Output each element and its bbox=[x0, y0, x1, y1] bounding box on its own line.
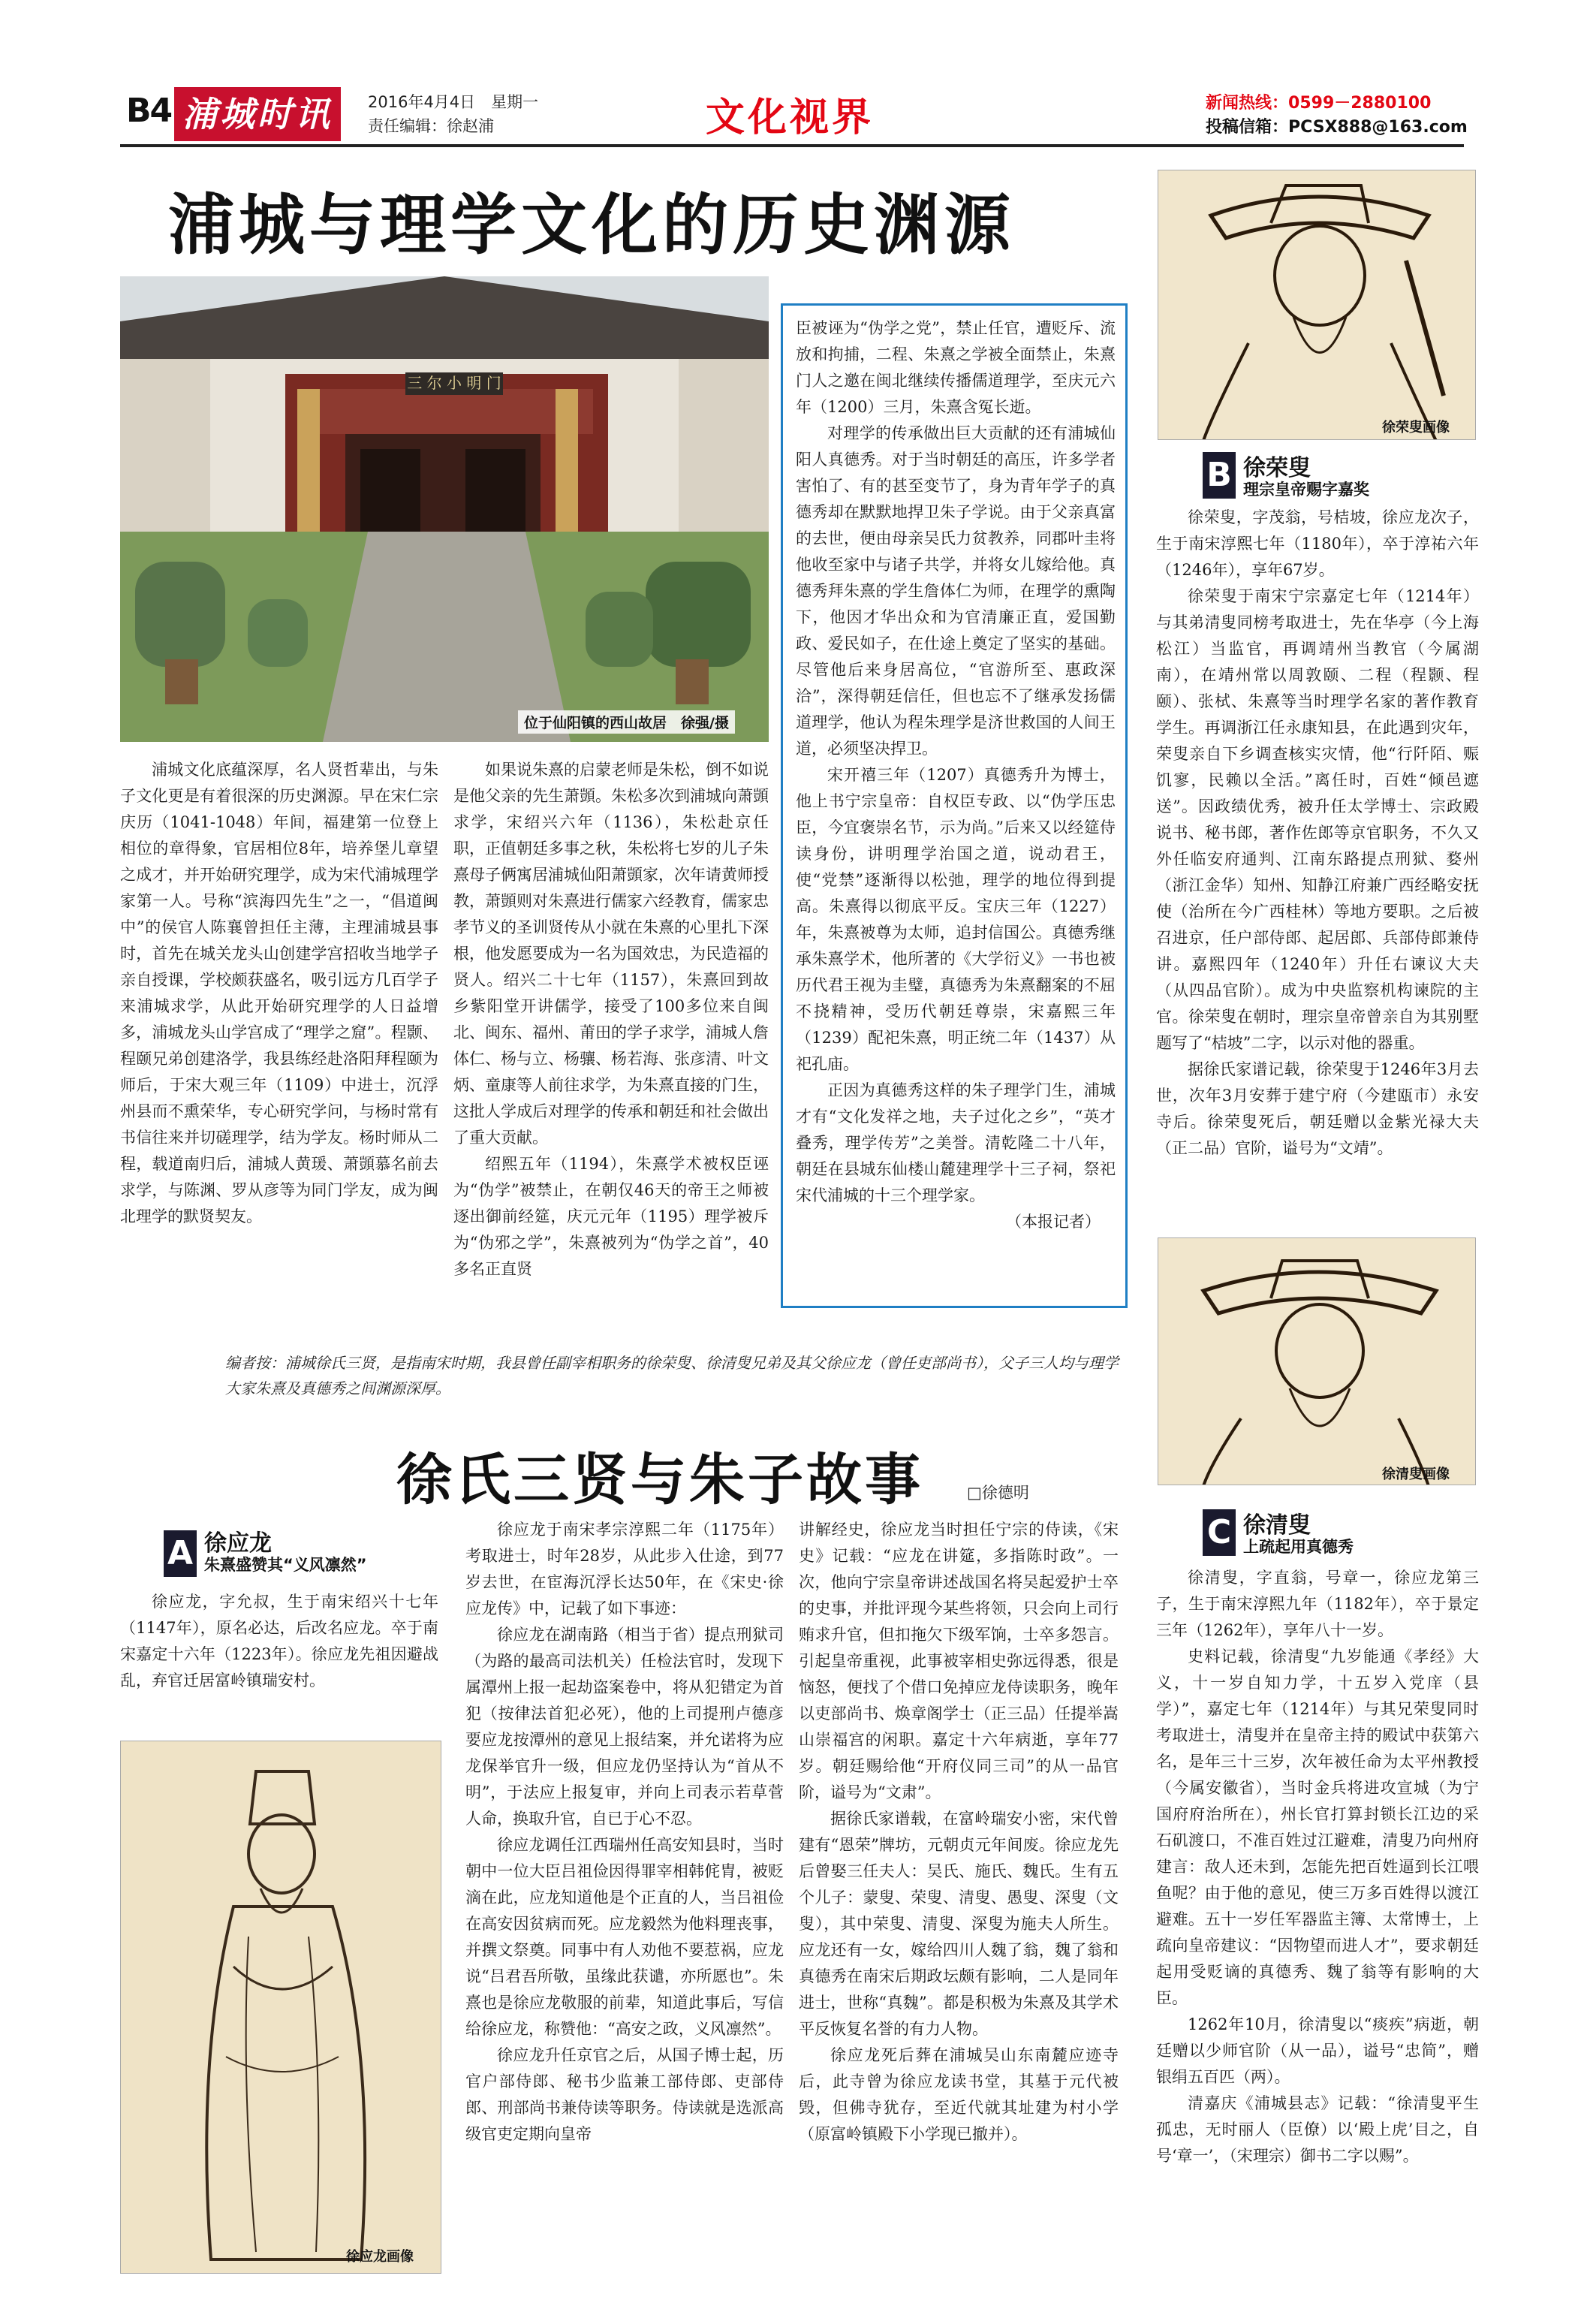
qingsou-subtitle: 上疏起用真德秀 bbox=[1243, 1538, 1354, 1556]
hotline-label: 新闻热线： bbox=[1206, 94, 1289, 113]
article2-headline: 徐氏三贤与朱子故事 bbox=[396, 1448, 923, 1512]
yinglong-portrait bbox=[120, 1741, 441, 2274]
article2-col3-para: 徐应龙死后葬在浦城吴山东南麓应迹寺后，此寺曾为徐应龙读书堂，其墓于元代被毁，但佛寺犹存，至近代就其址建为村小学（原富岭镇殿下小学现已撤并）。 bbox=[799, 2046, 1119, 2143]
qingsou-para: 1262年10月，徐清叟以“痰疾”病逝，朝廷赠以少师官阶（从一品），谥号“忠简”，赠银绢五百匹（两）。 bbox=[1156, 2015, 1479, 2086]
rongsou-text bbox=[1156, 505, 1479, 1162]
article1-col3-para: 宋开禧三年（1207）真德秀升为博士，他上书宁宗皇帝：自权臣专政、以“伪学压忠臣，今宜褒崇名节，示为尚。”后来又以经筵侍读身份，讲明理学治国之道，说动君王，使“党禁”逐渐得以松弛，理学的地位得到提高。朱熹得以彻底平反。宝庆三年（1227）年，朱熹被尊为太师，追封信国公。真德秀继承朱熹学术，他所著的《大学衍义》一书也被历代君王视为圭璧，真德秀为朱熹翻案的不屈不挠精神，受历代朝廷尊崇，宋嘉熙三年（1239）配祀朱熹，明正统二年（1437）从祀孔庙。 bbox=[796, 766, 1116, 1073]
article2-col2-para: 徐应龙在湖南路（相当于省）提点刑狱司（为路的最高司法机关）任检法官时，发现下属潭州上报一起劫盗案卷中，将从犯错定为首犯（按律法首犯必死），他的上司提刑卢德彦要应龙按潭州的意见上报结案，并允诺将为应龙保举官升一级，但应龙仍坚持认为“首从不明”，于法应上报复审，并向上司表示若草菅人命，换取升官，自已于心不忍。 bbox=[465, 1626, 784, 1828]
article1-headline: 浦城与理学文化的历史渊源 bbox=[168, 186, 1016, 264]
qingsou-para: 史料记载，徐清叟“九岁能通《孝经》大义，十一岁自知力学，十五岁入党庠（县学）”，嘉定七年（1214年）与其兄荣叟同时考取进士，清叟并在皇帝主持的殿试中获第六名，是年三十三岁，次年被任命为太平州教授（今属安徽省），当时金兵将进攻宣城（为宁国府府治所在），州长官打算封锁长江边的采石矶渡口，不准百姓过江避难，清叟乃向州府建言：敌人还未到，怎能先把百姓逼到长江喂鱼呢？由于他的意见，使三万多百姓得以渡江避难。五十一岁任军器监主簿、太常博士，上疏向皇帝建议：“因物望而进人才”，要求朝廷起用受贬谪的真德秀、魏了翁等有影响的大臣。 bbox=[1156, 1647, 1479, 2007]
dropcap-a: A bbox=[164, 1530, 197, 1577]
qingsou-portrait-caption: 徐清叟画像 bbox=[1382, 1466, 1450, 1482]
rongsou-name: 徐荣叟 bbox=[1243, 455, 1311, 481]
rongsou-subtitle: 理宗皇帝赐字嘉奖 bbox=[1243, 481, 1369, 499]
yinglong-subtitle: 朱熹盛赞其“义风凛然” bbox=[204, 1556, 367, 1574]
article1-col3 bbox=[796, 315, 1116, 1235]
rongsou-portrait bbox=[1158, 170, 1476, 440]
yinglong-portrait-caption: 徐应龙画像 bbox=[346, 2249, 414, 2265]
qingsou-text bbox=[1156, 1565, 1479, 2169]
article1-byline: （本报记者） bbox=[1006, 1213, 1101, 1231]
courtyard-illustration bbox=[120, 276, 769, 742]
page-number: B4 bbox=[126, 92, 172, 130]
article2-col2-para: 徐应龙调任江西瑞州任高安知县时，当时朝中一位大臣吕祖俭因得罪宰相韩侂胄，被贬滴在此，应龙知道他是个正直的人，当吕祖俭在高安因贫病而死。应龙毅然为他料理丧事，并撰文祭奠。同事中有人劝他不要惹祸，应龙说“吕君吾所敬，虽缘此获谴，亦所愿也”。朱熹也是徐应龙敬服的前辈，知道此事后，写信给徐应龙，称赞他：“高安之政，义风凛然”。 bbox=[465, 1836, 784, 2038]
issue-date: 2016年4月4日 星期一 bbox=[368, 93, 539, 111]
article1-col3-para: 对理学的传承做出巨大贡献的还有浦城仙阳人真德秀。对于当时朝廷的高压，许多学者害怕了、有的甚至变节了，身为青年学子的真德秀却在默默地捍卫朱子学说。由于父亲真富的去世，便由母亲吴氏力贫教养，同郡叶圭将他收至家中与诸子共学，并将女儿嫁给他。真德秀拜朱熹的学生詹体仁为师，在理学的熏陶下，他因才华出众和为官清廉正直，爱国勤政、爱民如子，在仕途上奠定了坚实的基础。尽管他后来身居高位，“官游所至、惠政深洽”，深得朝廷信任，但也忘不了继承发扬儒道理学，他认为程朱理学是济世救国的人间王道，必须坚决捍卫。 bbox=[796, 424, 1116, 758]
masthead-logo: 浦城时讯 bbox=[174, 87, 341, 141]
rongsou-para: 徐荣叟，字茂翁，号桔坡，徐应龙次子，生于南宋淳熙七年（1180年），卒于淳祐六年（1246年），享年67岁。 bbox=[1156, 508, 1479, 579]
house-signboard: 三 尔 小 明 门 bbox=[407, 374, 501, 392]
rongsou-para: 据徐氏家谱记载，徐荣叟于1246年3月去世，次年3月安葬于建宁府（今建瓯市）永安寺后。徐荣叟死后，朝廷赠以金紫光禄大夫（正二品）官阶，谥号为“文靖”。 bbox=[1156, 1060, 1479, 1157]
rongsou-figure-illustration bbox=[1158, 170, 1476, 440]
editor-note: 编者按：浦城徐氏三贤，是指南宋时期，我县曾任副宰相职务的徐荣叟、徐清叟兄弟及其父徐应龙（曾任吏部尚书），父子三人均与理学大家朱熹及真德秀之间渊源深厚。 bbox=[225, 1354, 1119, 1397]
article1-col3-para: 臣被诬为“伪学之党”，禁止任官，遭贬斥、流放和拘捕，二程、朱熹之学被全面禁止，朱熹门人之邀在闽北继续传播儒道理学，至庆元六年（1200）三月，朱熹含冤长逝。 bbox=[796, 319, 1116, 416]
yinglong-name: 徐应龙 bbox=[204, 1530, 272, 1557]
qingsou-para: 清嘉庆《浦城县志》记载：“徐清叟平生孤忠，无时丽人（臣僚）以‘殿上虎’目之，自号‘章一’，（宋理宗）御书二字以赐”。 bbox=[1156, 2094, 1479, 2165]
article1-col2-para: 绍熙五年（1194），朱熹学术被权臣诬为“伪学”被禁止，在朝仅46天的帝王之师被逐出御前经筵，庆元元年（1195）理学被斥为“伪邪之学”，朱熹被列为“伪学之首”，40多名正直贤 bbox=[453, 1155, 769, 1278]
article2-col3-para: 据徐氏家谱载，在富岭瑞安小密，宋代曾建有“恩荣”牌坊，元朝贞元年间废。徐应龙先后曾娶三任夫人：吴氏、施氏、魏氏。生有五个儿子：蒙叟、荣叟、清叟、愚叟、深叟（文叟），其中荣叟、清叟、深叟为施夫人所生。应龙还有一女，嫁给四川人魏了翁，魏了翁和真德秀在南宋后期政坛颇有影响，二人是同年进士，世称“真魏”。都是积极为朱熹及其学术平反恢复名誉的有力人物。 bbox=[799, 1810, 1119, 2038]
section-title: 文化视界 bbox=[706, 95, 875, 140]
submission-email bbox=[1206, 114, 1468, 137]
yinglong-intro-para: 徐应龙，字允叔，生于南宋绍兴十七年（1147年），原名必达，后改名应龙。卒于南宋嘉定十六年（1223年）。徐应龙先祖因避战乱，弃官迁居富岭镇瑞安村。 bbox=[120, 1593, 438, 1690]
qingsou-portrait bbox=[1158, 1237, 1476, 1485]
rongsou-para: 徐荣叟于南宋宁宗嘉定七年（1214年）与其弟清叟同榜考取进士，先在华亭（今上海松江）当监官，再调靖州当教官（今属湖南），在靖州常以周敦颐、二程（程颢、程颐）、张栻、朱熹等当时理学名家的著作教育学生。再调浙江任永康知县，在此遇到灾年，荣叟亲自下乡调查核实灾情，他“行阡陌、赈饥寥，民赖以全活。”离任时，百姓“倾邑遮送”。因政绩优秀，被升任太学博士、宗政殿说书、秘书郎，著作佐郎等京官职务，不久又外任临安府通判、江南东路提点刑狱、婺州（浙江金华）知州、知静江府兼广西经略安抚使（治所在今广西桂林）等地方要职。之后被召进京，任户部侍郎、起居郎、兵部侍郎兼侍讲。嘉熙四年（1240年）升任右谏议大夫（从四品官阶）。成为中央监察机构谏院的主官。徐荣叟在朝时，理宗皇帝曾亲自为其别墅题写了“桔坡”二字，以示对他的器重。 bbox=[1156, 587, 1479, 1052]
email-label: 投稿信箱： bbox=[1206, 118, 1289, 137]
article1-col1 bbox=[120, 757, 438, 1230]
qingsou-name: 徐清叟 bbox=[1243, 1512, 1311, 1539]
article2-col3-para: 讲解经史，徐应龙当时担任宁宗的侍读，《宋史》记载：“应龙在讲筵，多指陈时政”。一次，他向宁宗皇帝讲述战国名将吴起爱护士卒的史事，并批评现今某些将领，只会向上司行贿求升官，但扣拖欠下级军饷，士卒多怨言。引起皇帝重视，此事被宰相史弥远得悉，很是恼怒，便找了个借口免掉应龙侍读职务，晚年以吏部尚书、焕章阁学士（正三品）任提举嵩山崇福宫的闲职。嘉定十六年病逝，享年77岁。朝廷赐给他“开府仪同三司”的从一品官阶，谥号为“文肃”。 bbox=[799, 1521, 1119, 1801]
photo-caption: 位于仙阳镇的西山故居 徐强/摄 bbox=[518, 710, 735, 734]
hotline bbox=[1206, 90, 1431, 113]
dropcap-c: C bbox=[1203, 1509, 1236, 1556]
article1-col3-para: 正因为真德秀这样的朱子理学门生，浦城才有“文化发祥之地，夫子过化之乡”，“英才叠秀，理学传芳”之美誉。清乾隆二十八年，朝廷在县城东仙楼山麓建理学十三子祠，祭祀宋代浦城的十三个理学家。 bbox=[796, 1081, 1116, 1204]
yinglong-figure-illustration bbox=[121, 1741, 441, 2274]
article1-col2 bbox=[453, 757, 769, 1283]
article2-col2-para: 徐应龙于南宋孝宗淳熙二年（1175年）考取进士，时年28岁，从此步入仕途，到77岁去世，在宦海沉浮长达50年，在《宋史·徐应龙传》中，记载了如下事迹： bbox=[465, 1521, 784, 1617]
header-rule bbox=[120, 144, 1464, 147]
yinglong-intro bbox=[120, 1589, 438, 1694]
hotline-number: 0599－2880100 bbox=[1288, 94, 1432, 113]
email-address: PCSX888@163.com bbox=[1288, 118, 1468, 137]
dropcap-b: B bbox=[1203, 452, 1236, 499]
article2-col3 bbox=[799, 1517, 1119, 2148]
article1-col1-para: 浦城文化底蕴深厚，名人贤哲辈出，与朱子文化更是有着很深的历史渊源。早在宋仁宗庆历（1041-1048）年间，福建第一位登上相位的章得象，官居相位8年，培养堡儿章望之成才，并开始研究理学，成为宋代浦城理学家第一人。号称“滨海四先生”之一，“倡道闽中”的侯官人陈襄曾担任主薄，主理浦城县事时，首先在城关龙头山创建学宫招收当地学子亲自授课，学校颇获盛名，吸引远方几百学子来浦城求学，从此开始研究理学的人日益增多，浦城龙头山学宫成了“理学之窟”。程颢、程颐兄弟创建洛学，我县练经赴洛阳拜程颐为师后，于宋大观三年（1109）中进士，沉浮州县而不熏荣华，专心研究学问，与杨时常有书信往来并切磋理学，结为学友。杨时师从二程，载道南归后，浦城人黄瑗、萧顗慕名前去求学，与陈渊、罗从彦等为同门学友，成为闽北理学的默贤契友。 bbox=[120, 761, 438, 1225]
responsible-editor: 责任编辑：徐赵浦 bbox=[368, 117, 494, 135]
article1-col2-para: 如果说朱熹的启蒙老师是朱松，倒不如说是他父亲的先生萧顗。朱松多次到浦城向萧顗求学，宋绍兴六年（1136），朱松赴京任职，正值朝廷多事之秋，朱松将七岁的儿子朱熹母子俩寓居浦城仙阳萧顗家，次年请黄师授教，萧顗则对朱熹进行儒家六经教育，儒家忠孝节义的圣训贤传从小就在朱熹的心里扎下深根，他发愿要成为一名为国效忠，为民造福的贤人。绍兴二十七年（1157），朱熹回到故乡紫阳堂开讲儒学，接受了100多位来自闽北、闽东、福州、莆田的学子求学，浦城人詹体仁、杨与立、杨骧、杨若海、张彦清、叶文炳、童康等人前往求学，为朱熹直接的门生，这批人学成后对理学的传承和朝廷和社会做出了重大贡献。 bbox=[453, 761, 769, 1147]
rongsou-portrait-caption: 徐荣叟画像 bbox=[1382, 420, 1450, 436]
article2-author: □徐德明 bbox=[967, 1484, 1029, 1502]
house-photo bbox=[120, 276, 769, 742]
article2-col2 bbox=[465, 1517, 784, 2148]
qingsou-para: 徐清叟，字直翁，号章一，徐应龙第三子，生于南宋淳熙九年（1182年），卒于景定三年（1262年），享年八十一岁。 bbox=[1156, 1569, 1479, 1639]
qingsou-figure-illustration bbox=[1158, 1238, 1476, 1485]
article2-col2-para: 徐应龙升任京官之后，从国子博士起，历官户部侍郎、秘书少监兼工部侍郎、吏部侍郎、刑部尚书兼侍读等职务。侍读就是选派高级官吏定期向皇帝 bbox=[465, 2046, 784, 2143]
